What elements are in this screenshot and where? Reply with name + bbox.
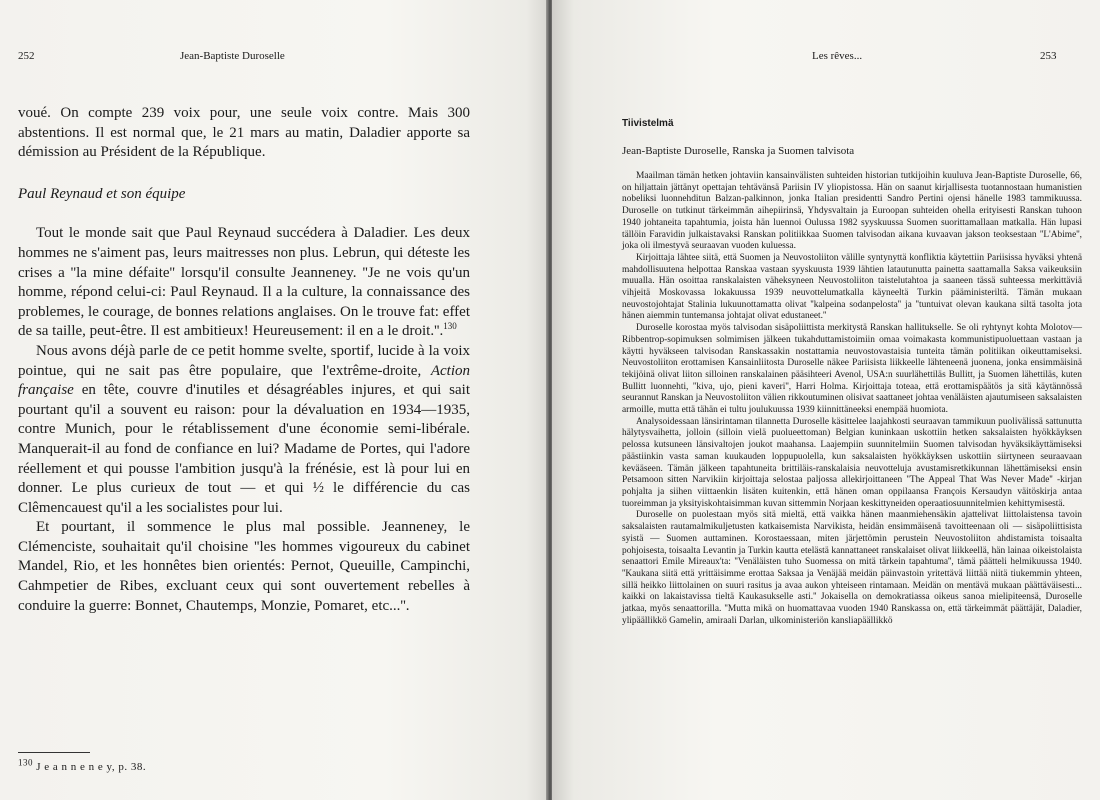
footnote-number: 130 [18, 757, 33, 768]
paragraph-text: en tête, couvre d'inutiles et désagréables injures, et qui sait pourtant qu'il a souvent eu raison: pour la dévaluation en 1934—1935, contre Munich, pour le rétablissement d'une économie semi-libérale. Manquerait-il au fond de confiance en lui? Madame de Portes, qui l'adore réellement et qui pousse l'ambition jusqu'à la frénésie, est là pour lui en donner. Le plus curieux de tout — et qui ½ le différencie du cas Clêmencauest qu'il a les socialistes pour lui. [18, 382, 470, 516]
paragraph: Kirjoittaja lähtee siitä, että Suomen ja Neuvostoliiton välille syntynyttä konfliktia käytettiin Pariisissa hyväksi yhtenä mahdollisuutena helpottaa Ranskaa vastaan syyskuusta 1939 lähtien latautunutta painetta saattamalla Saksa vaikeuksiin muualla. Hän osoittaa ranskalaisten väheksyneen Neuvostoliiton taistelutahtoa ja saaneen tässä suhteessa merkittäviä vihjeitä Moskovassa lokakuussa 1939 neuvottelumatkalla käyneeltä Turkin pääministeriltä. Tämän mukaan neuvostojohtajat Stalinia lukuunottamatta olivat ''kalpeina sodanpelosta'' ja ''tuntuivat olevan kaukana siltä tasolta jota hänen aiemmin tuntemansa johtajat olivat edustaneet.'' [622, 252, 1082, 322]
footnote [18, 757, 147, 773]
summary-subheading: Jean-Baptiste Duroselle, Ranska ja Suomen talvisota [622, 145, 855, 157]
paragraph: voué. On compte 239 voix pour, une seule voix contre. Mais 300 abstentions. Il est normal que, le 21 mars au matin, Daladier apporte sa démission au Président de la République. [18, 105, 470, 161]
paragraph: Et pourtant, il sommence le plus mal possible. Jeanneney, le Clémenciste, souhaitait qu'il choisine ''les hommes vigoureux du cabinet Mandel, Rio, et les honnêtes bien orientés: Pernot, Queuille, Campinchi, Cahmpetier de Ribes, excluant ceux qui sont ouvertement rebelles à conduire la guerre: Bonnet, Chautemps, Monzie, Pomaret, etc...''. [18, 519, 470, 614]
footnote-reference[interactable]: 130 [443, 321, 457, 332]
paragraph: Duroselle korostaa myös talvisodan sisäpoliittista merkitystä Ranskan hallitukselle. Se oli ryhtynyt kohta Molotov—Ribbentrop-sopimuksen solmimisen jälkeen tukahduttamistoimiin omaa voimakasta kommunistipuoluettaan vastaan ja käytti hyväkseen talvisodan Ranskassakin nostattamia neuvostovastaisia tunteita tämän politiikan oikeuttamiseksi. Neuvostoliiton erottamisen Kansainliitosta Duroselle näkee Pariisista liikkeelle lähteneenä juonena, jonka ensimmäisinä tekijöinä olivat liiton silloinen ranskalainen pääsihteeri Avenol, USA:n suurlähettiläs Bullitt, ja Suomen lähettiläs, kuten Bullitt luonnehti, ''kiva, ujo, pieni kaveri'', Harri Holma. Kirjoittaja toteaa, että erottamispäätös ja sitä käytännössä seurannut Ranskan ja Neuvostoliiton välien rikkoutuminen olisivat saattaneet johtaa venäläisten ajautumiseen saksalaisten armoille, mutta että tähän ei tultu joulukuussa 1939 kiinnittäneeksi enempää huomiota. [622, 323, 1082, 416]
left-body-text [18, 104, 470, 616]
left-page-number: 252 [18, 50, 35, 62]
footnote-text: J e a n n e n e y, p. 38. [36, 761, 147, 773]
summary-text [622, 171, 1082, 627]
right-page-number: 253 [1040, 50, 1057, 62]
paragraph: Duroselle on puolestaan myös sitä mieltä, että vaikka hänen maanmiehensäkin ajattelivat liittolaistensa tavoin saksalaisten rautamalmikuljetusten katkaisemista Narvikista, heidän ensimmäisenä tavoitteenaan oli — sisäpoliittisista syistä — Suomen auttaminen. Korostaessaan, miten järjettömin perustein Neuvostoliiton ahdistamista toisaalta pohjoisesta, toisaalta Levantin ja Turkin kautta etelästä kannattaneet ranskalaiset olivat liikkeellä, hän lainaa oikeistolaista senaattori Emile Mireaux'ta: ''Venäläisten tuho Suomessa on mitä tärkein tapahtuma'', tämä päätteli helmikuussa 1940. ''Kaukana siitä että yrittäisimme erottaa Saksaa ja Venäjää meidän päinvastoin yritettävä liittää niitä tiukemmin yhteen, sillä heikko liittolainen on suuri rasitus ja avaa aukon yhteiseen rintamaan. Meidän on mentävä mukaan päättäväisesti... kaikki on lakaistavissa tieltä Kaukasukselle asti.'' Jokaisella on demokratiassa oikeus sanoa mielipiteensä, Duroselle jatkaa, myös senaattorilla. ''Mutta mikä on huomattavaa vuoden 1940 Ranskassa on, että tärkeimmät päättäjät, Daladier, ylipäällikkö Gamelin, amiraali Darlan, ulkoministeriön kansliapäällikkö [622, 510, 1082, 626]
left-running-title: Jean-Baptiste Duroselle [180, 50, 285, 62]
paragraph [18, 224, 470, 342]
paragraph-text: Nous avons déjà parle de ce petit homme svelte, sportif, lucide à la voix pointue, qui ne sait pas être populaire, que l'extrême-droite, [18, 342, 470, 379]
right-body-text [622, 118, 1082, 627]
paragraph-text: Tout le monde sait que Paul Reynaud succédera à Daladier. Les deux hommes ne s'aiment pas, leurs maitresses non plus. Lebrun, qui déteste les crises a ''la mine défaite'' lorsqu'il consulte Jeanneney. ''Je ne vois qu'un homme, répond celui-ci: Paul Reynaud. Il a la culture, la connaissance des problemes, le courage, de bonnes relations anglaises. On le trouve fat: effet de sa taille, peut-être. Il est ambitieux! Heureusement: il en a le droit.''. [18, 225, 470, 340]
paragraph [18, 342, 470, 518]
right-running-title: Les rêves... [812, 50, 863, 62]
section-heading: Paul Reynaud et son équipe [18, 185, 186, 202]
paragraph: Maailman tämän hetken johtaviin kansainvälisten suhteiden historian tutkijoihin kuuluva Jean-Baptiste Duroselle, 66, on hiljattain jättänyt opettajan tehtävänsä Pariisin IV yliopistossa. Hän on saanut kirjallisesta tuotannostaan humanistien nobeliksi luonnehditun Balzan-palkinnon, jonka Italian presidentti Sandro Pertini ojensi hänelle 1983 tammikuussa. Duroselle on tutkinut tärkeimmän aihepiirinsä, Yhdysvaltain ja Euroopan suhteiden ohella erityisesti Ranskan tuhoon 1940 johtaneita tapahtumia, joista hän luennoi Oulussa 1982 syyskuussa Suomen suorittamallaan matkalla. Hän lupasi tällöin Faravidin julkaistavaksi Ranskan politiikkaa Suomen talvisodan aikana kuvaavan jakson teoksestaan ''L'Abime'', joka oli ilmestyvä seuraavan vuoden kuluessa. [622, 171, 1082, 252]
left-page [0, 0, 548, 800]
italic-term: Action française [18, 362, 471, 399]
right-page [552, 0, 1100, 800]
paragraph: Analysoidessaan länsirintaman tilannetta Duroselle käsittelee laajahkosti seuraavan tammikuun puolivälissä sattunutta hälytysvaihetta, jolloin (silloin vielä puolueettoman) Belgian kuninkaan uskottiin hetken saksalaisten hyökkäyksen pelossa kutsuneen länsivaltojen joukot maahansa. Laajempiin suunnitelmiin Suomen talvisodan hyväksikäyttämiseksi päästiinkin vasta saman kuukauden loppupuolella, kun saksalaisten hyökkäyksen uskottiin siirtyneen seuraavaan kevääseen. Tämän jälkeen tapahtuneita brittiläis-ranskalaisia neuvotteluja avustamisretkikunnan lähettämiseksi ensin Petsamoon sitten Narvikiin kirjoittaja selostaa paljossa allekirjoittaneen ''The Appeal That Was Never Made'' -kirjan pohjalta ja siihen viittaenkin lisäten kuitenkin, että hänen oman oppilaansa François Kersaudyn väitöskirja antaa tuoreimman ja yksityiskohtaisimman kuvan sittemmin Norjaan keskittyneiden operaatiosuunnitelmien kehittymisestä. [622, 416, 1082, 509]
summary-heading: Tiivistelmä [622, 118, 674, 129]
footnote-divider [18, 752, 90, 753]
